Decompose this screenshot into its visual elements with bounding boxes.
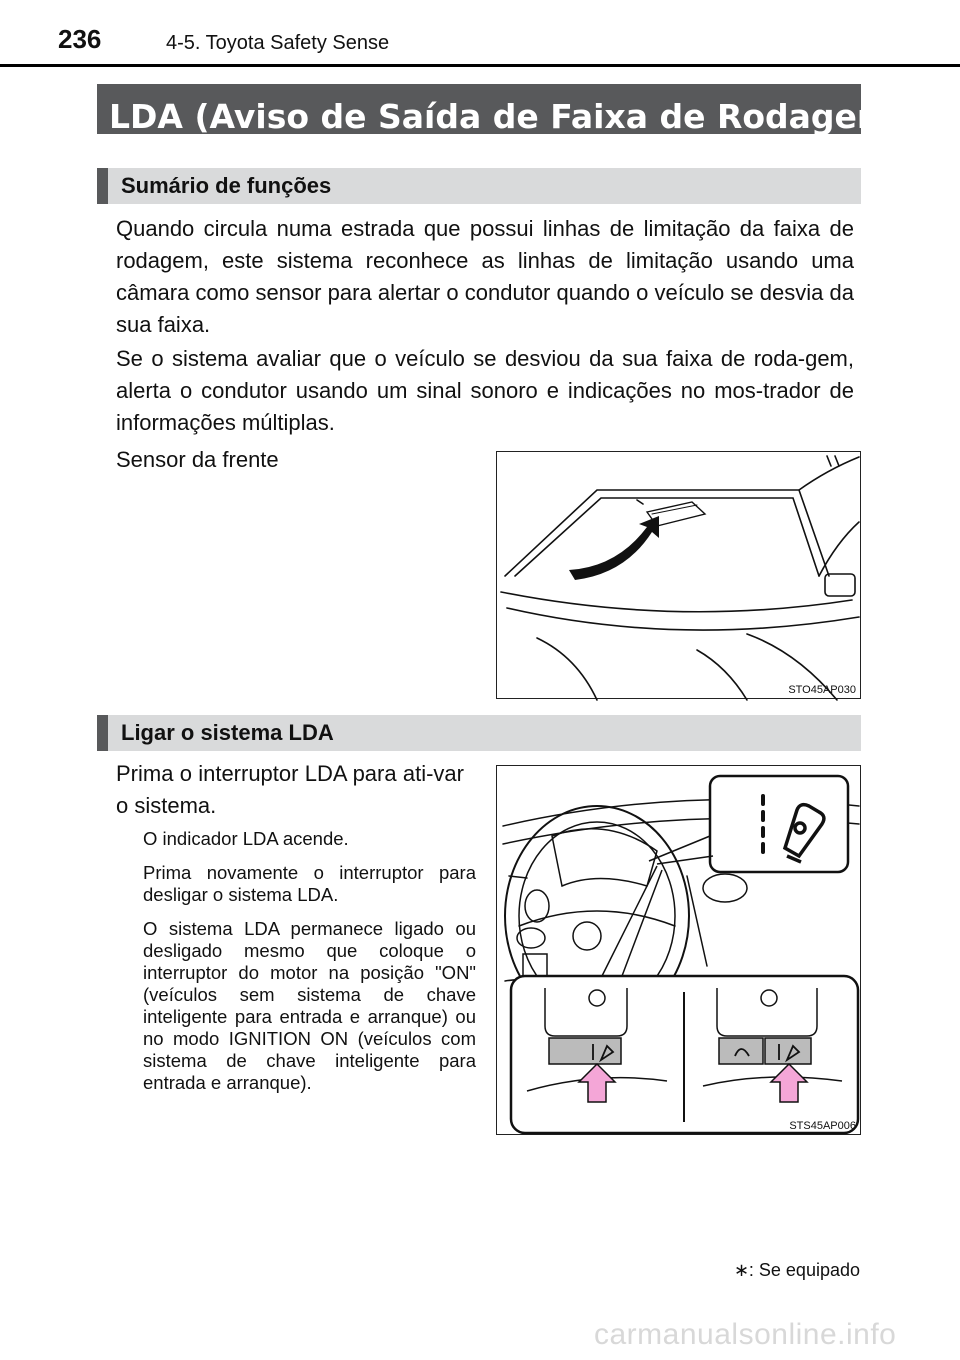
indicator-callout [710,776,848,872]
section-heading-activate: Ligar o sistema LDA [97,715,861,751]
windshield-illustration [497,452,862,700]
section-heading-summary: Sumário de funções [97,168,861,204]
summary-paragraph-2: Se o sistema avaliar que o veículo se desviou da sua faixa de roda-gem, alerta o condutor usando um sinal sonoro e indicações no mos-trador de informações múltiplas. [116,346,854,435]
sensor-pointer-arrow [569,516,659,580]
header-divider [0,64,960,67]
sensor-label: Sensor da frente [116,447,279,472]
page-title [97,84,926,136]
section-reference: 4-5. Toyota Safety Sense [166,32,390,54]
figure-code: STO45AP030 [788,684,856,696]
page-number: 236 [58,24,102,54]
note-indicator-on: O indicador LDA acende. [143,828,349,849]
note-persistence: O sistema LDA permanece ligado ou desligado mesmo que coloque o interruptor do motor na posição "ON" (veículos sem sistema de chave inteligente para entrada e arranque) ou no modo IGNITION ON (veículos com sistema de chave inteligente para entrada e arranque). [143,918,476,1093]
figure-code: STS45AP006 [789,1120,856,1132]
lda-switch-figure [496,765,861,1135]
equipped-asterisk: ∗ [908,93,926,117]
steering-wheel-illustration [497,766,862,1136]
page-title-text: LDA (Aviso de Saída de Faixa de Rodagem) [109,97,907,136]
footnote-mark: ∗ [733,1260,749,1280]
note-switch-off: Prima novamente o interruptor para desligar o sistema LDA. [143,862,476,905]
summary-paragraph-1: Quando circula numa estrada que possui linhas de limitação da faixa de rodagem, este sistema reconhece as linhas de limitação usando uma câmara como sensor para alertar o condutor quando o veículo se desvia da sua faixa. [116,216,854,337]
cruise-control-switch [719,1038,763,1064]
front-sensor-figure [496,451,861,699]
activate-instruction: Prima o interruptor LDA para ati-var o sistema. [116,761,464,818]
footnote [734,1260,860,1281]
footnote-text: : Se equipado [748,1260,860,1280]
watermark: carmanualsonline.info [594,1318,897,1351]
lda-switch [549,1038,621,1064]
